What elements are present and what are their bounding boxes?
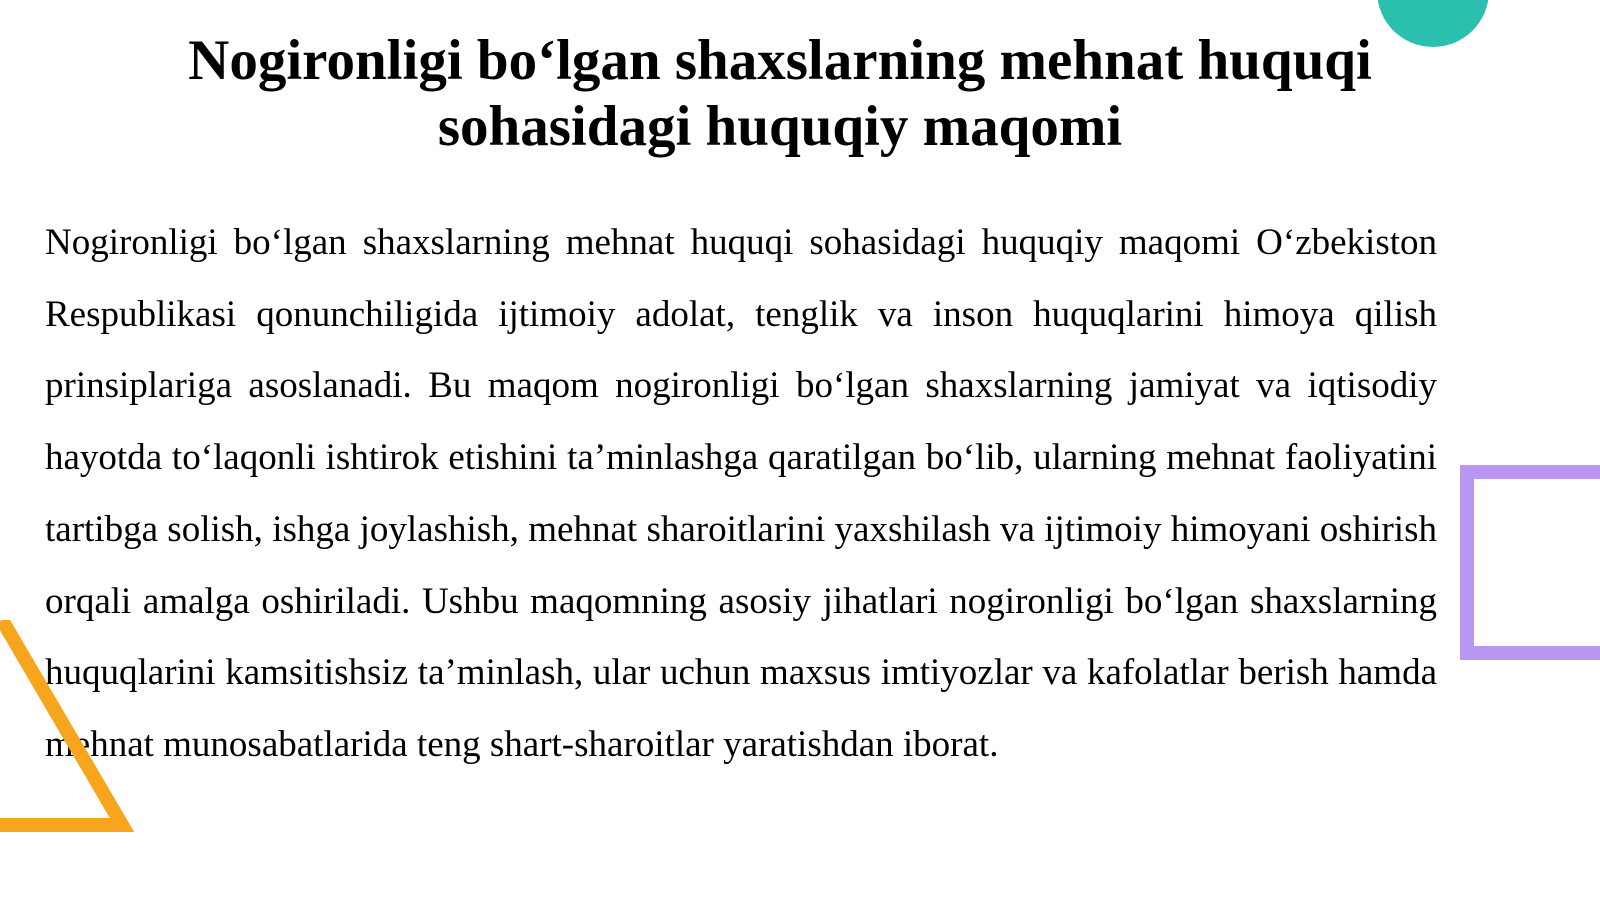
orange-triangle-decoration xyxy=(0,620,140,850)
slide-title: Nogironligi bo‘lgan shaxslarning mehnat huquqi sohasidagi huquqiy maqomi xyxy=(188,29,1372,158)
slide-body-text: Nogironligi bo‘lgan shaxslarning mehnat huquqi sohasidagi huquqiy maqomi O‘zbekiston Respublikasi qonunchiligida ijtimoiy adolat, tenglik va inson huquqlarini himoya qilish prinsiplariga asoslanadi. Bu maqom nogironligi bo‘lgan shaxslarning jamiyat va iqtisodiy hayotda to‘laqonli ishtirok etishini ta’minlashga qaratilgan bo‘lib, ularning mehnat faoliyatini tartibga solish, ishga joylashish, mehnat sharoitlarini yaxshilash va ijtimoiy himoyani oshirish orqali amalga oshiriladi. Ushbu maqomning asosiy jihatlari nogironligi bo‘lgan shaxslarning huquqlarini kamsitishsiz ta’minlash, ular uchun maxsus imtiyozlar va kafolatlar berish hamda mehnat munosabatlarida teng shart-sharoitlar yaratishdan iborat. xyxy=(45,222,1437,765)
purple-frame-decoration xyxy=(1460,465,1600,660)
